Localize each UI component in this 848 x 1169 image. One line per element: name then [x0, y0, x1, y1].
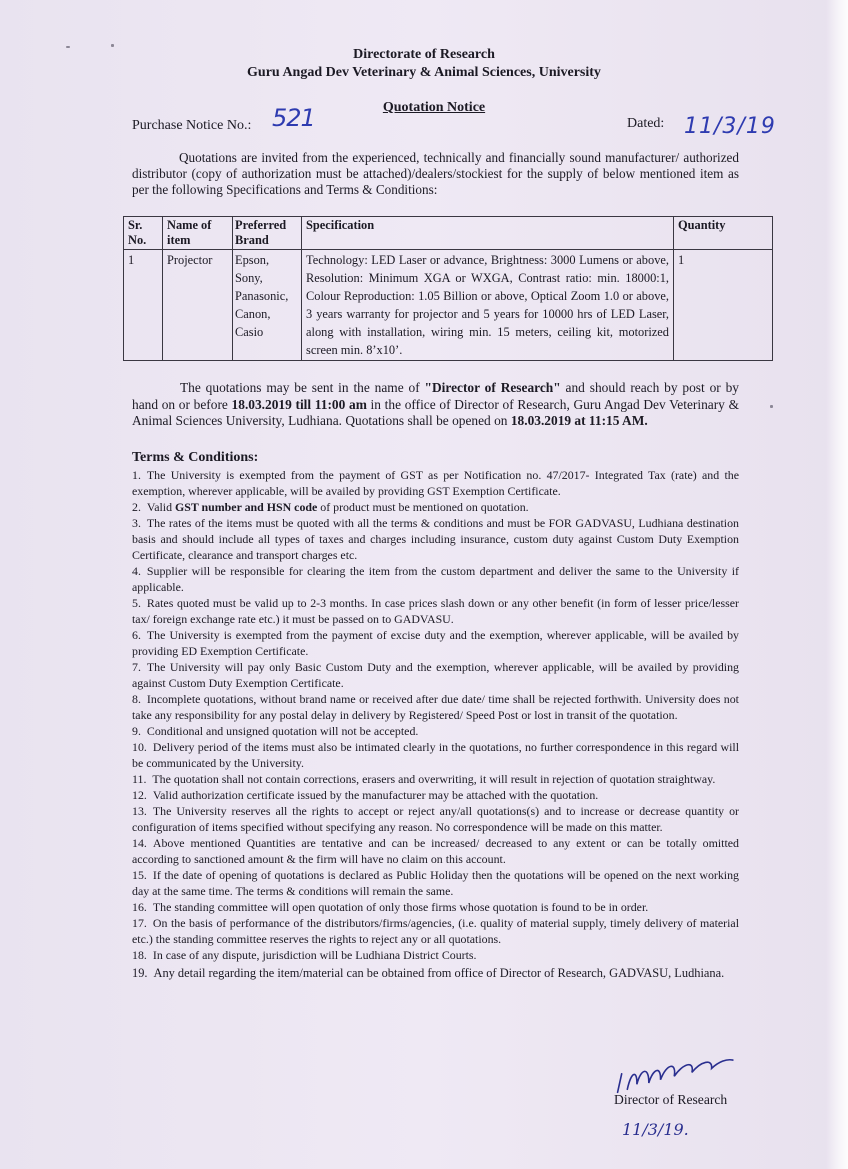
col-header-specification: Specification — [302, 217, 674, 250]
term-item — [132, 963, 739, 984]
term-text: Rates quoted must be valid up to 2-3 months. In case prices slash down or any other benefit (in form of lesser price/lesser tax/ foreign exchange rate etc.) it must be passed on to GADVASU. — [132, 596, 739, 626]
term-number: 16. — [132, 900, 147, 914]
term-text: Delivery period of the items must also be intimated clearly in the quotations, no further correspondence in this regard will be communicated by the University. — [132, 740, 739, 770]
term-number: 3. — [132, 516, 141, 530]
term-number: 4. — [132, 564, 141, 578]
specification-table — [123, 216, 773, 361]
col-header-brand: Preferred Brand — [233, 217, 302, 250]
term-text: The University is exempted from the payment of excise duty and the exemption, wherever applicable, will be availed by providing ED Exemption Certificate. — [132, 628, 739, 658]
term-item — [132, 499, 739, 515]
dated-label: Dated: — [627, 116, 665, 131]
term-number: 18. — [132, 948, 147, 962]
term-text: Supplier will be responsible for clearing the item from the custom department and deliver the same to the University if applicable. — [132, 564, 739, 594]
term-item — [132, 867, 739, 899]
table-header-row — [124, 217, 773, 250]
term-text: Above mentioned Quantities are tentative and can be increased/ decreased to any extent or can be totally omitted according to sanctioned amount & the firm will have no claim on this account. — [132, 836, 739, 866]
term-text: The standing committee will open quotation of only those firms whose quotation is found to be in order. — [152, 900, 649, 914]
submission-text-2: and should reach by post or by hand on or before — [132, 380, 739, 412]
term-number: 6. — [132, 628, 141, 642]
submission-addressee: "Director of Research" — [424, 380, 561, 395]
header-university: Guru Angad Dev Veterinary & Animal Sciences, University — [247, 65, 601, 80]
term-item — [132, 739, 739, 771]
term-text: Valid authorization certificate issued by the manufacturer may be attached with the quotation. — [152, 788, 599, 802]
term-number: 9. — [132, 724, 141, 738]
term-item — [132, 835, 739, 867]
term-item — [132, 515, 739, 563]
term-number: 8. — [132, 692, 141, 706]
term-text: of product must be mentioned on quotation. — [317, 500, 529, 514]
term-text: Incomplete quotations, without brand name or received after due date/ time shall be rejected forthwith. University does not take any responsibility for any postal delay in delivery by Registered/ Speed Post or lost in transit of the quotation. — [132, 692, 739, 722]
term-item — [132, 787, 739, 803]
signatory-title: Director of Research — [614, 1092, 728, 1107]
submission-paragraph — [132, 380, 739, 430]
term-number: 14. — [132, 836, 147, 850]
term-number: 2. — [132, 500, 141, 514]
terms-list — [132, 467, 739, 984]
term-number: 10. — [132, 740, 147, 754]
term-item — [132, 723, 739, 739]
purchase-notice-number-handwritten: 521 — [272, 104, 315, 132]
term-number: 11. — [132, 772, 147, 786]
terms-title: Terms & Conditions: — [132, 450, 259, 465]
term-number: 5. — [132, 596, 141, 610]
term-text: Any detail regarding the item/material can be obtained from office of Director of Research, GADVASU, Ludhiana. — [153, 966, 725, 980]
term-number: 7. — [132, 660, 141, 674]
term-text: The University is exempted from the payment of GST as per Notification no. 47/2017- Integrated Tax (rate) and the exemption, wherever applicable, will be availed by providing GST Exemption Certificate. — [132, 468, 739, 498]
term-text: In case of any dispute, jurisdiction will be Ludhiana District Courts. — [152, 948, 477, 962]
cell-item: Projector — [163, 250, 233, 361]
notice-title: Quotation Notice — [382, 100, 486, 115]
term-item — [132, 947, 739, 963]
term-item — [132, 803, 739, 835]
term-number: 17. — [132, 916, 147, 930]
cell-sr: 1 — [124, 250, 163, 361]
term-number: 19. — [132, 966, 148, 980]
cell-brand: Epson, Sony, Panasonic, Canon, Casio — [233, 250, 302, 361]
term-text: Conditional and unsigned quotation will not be accepted. — [146, 724, 419, 738]
intro-paragraph: Quotations are invited from the experienced, technically and financially sound manufacturer/ authorized distributor (copy of authorization must be attached)/dealers/stockiest for the supply of below mentioned item as per the following Specifications and Terms & Conditions: — [132, 150, 739, 197]
scan-speck — [770, 405, 773, 408]
submission-text-3: in the office of Director of Research, Guru Angad Dev Veterinary & Animal Sciences University, Ludhiana. Quotations shall be opened on — [132, 396, 739, 428]
term-text: Valid — [146, 500, 175, 514]
term-item — [132, 915, 739, 947]
col-header-quantity: Quantity — [674, 217, 773, 250]
term-bold-text: GST number and HSN code — [175, 500, 318, 514]
term-text: The University will pay only Basic Custom Duty and the exemption, wherever applicable, will be availed by providing against Custom Duty Exemption Certificate. — [132, 660, 739, 690]
col-header-sr-no: Sr. No. — [124, 217, 163, 250]
page-edge — [826, 0, 848, 1169]
term-item — [132, 595, 739, 627]
purchase-notice-label: Purchase Notice No.: — [132, 118, 252, 133]
signature-initials-date: 11/3/19. — [622, 1120, 689, 1139]
term-item — [132, 563, 739, 595]
term-item — [132, 627, 739, 659]
term-item — [132, 691, 739, 723]
cell-specification: Technology: LED Laser or advance, Brightness: 3000 Lumens or above, Resolution: Minimum XGA or WXGA, Contrast ratio: min. 18000:1, Colour Reproduction: 1.05 Billion or above, Optical Zoom 1.0 or above, 3 years warranty for projector and 5 years for 10000 hrs of LED Laser, along with installation, wiring min. 15 meters, ceiling kit, motorized screen min. 8’x10’. — [302, 250, 674, 361]
term-item — [132, 899, 739, 915]
header-directorate: Directorate of Research — [353, 47, 495, 62]
term-text: If the date of opening of quotations is declared as Public Holiday then the quotations will be opened on the next working day at the same time. The terms & conditions will remain the same. — [132, 868, 739, 898]
date-handwritten: 11/3/19 — [684, 114, 776, 139]
col-header-item: Name of item — [163, 217, 233, 250]
term-text: The rates of the items must be quoted with all the terms & conditions and must be FOR GADVASU, Ludhiana destination basis and should include all types of taxes and charges including insurance, custom duty against Custom Duty Exemption Certificate, clearance and transport charges etc. — [132, 516, 739, 562]
term-number: 1. — [132, 468, 141, 482]
term-item — [132, 659, 739, 691]
term-text: The University reserves all the rights to accept or reject any/all quotations(s) and to increase or decrease quantity or configuration of items specified without specifying any reason. No correspondence will be made on this matter. — [132, 804, 739, 834]
submission-deadline: 18.03.2019 till 11:00 am — [231, 396, 367, 412]
term-item — [132, 467, 739, 499]
term-text: The quotation shall not contain corrections, erasers and overwriting, it will result in rejection of quotation straightway. — [152, 772, 716, 786]
term-item — [132, 771, 739, 787]
term-number: 12. — [132, 788, 147, 802]
table-row — [124, 250, 773, 361]
cell-quantity: 1 — [674, 250, 773, 361]
term-text: On the basis of performance of the distributors/firms/agencies, (i.e. quality of material supply, timely delivery of material etc.) the standing committee reserves the rights to reject any or all quotations. — [132, 916, 739, 946]
term-number: 13. — [132, 804, 147, 818]
submission-opening: 18.03.2019 at 11:15 AM. — [510, 413, 648, 428]
term-number: 15. — [132, 868, 147, 882]
submission-text-1: The quotations may be sent in the name of — [180, 380, 425, 395]
